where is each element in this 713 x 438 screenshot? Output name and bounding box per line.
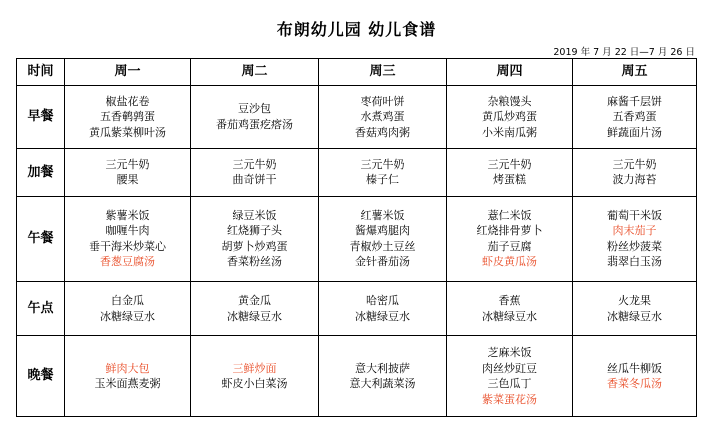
meal-row	[17, 148, 697, 196]
dish-item: 酱爆鸡腿肉	[355, 224, 410, 238]
dish-item: 垂干海米炒菜心	[89, 239, 166, 253]
menu-cell-mon	[65, 281, 191, 335]
menu-cell-tue	[191, 148, 319, 196]
menu-table	[16, 58, 697, 417]
menu-cell-fri	[573, 148, 697, 196]
meal-label: 晚餐	[17, 336, 65, 417]
dish-item: 咖喱牛肉	[105, 224, 150, 238]
corner-header: 时间	[17, 59, 65, 86]
dish-item: 枣荷叶饼	[360, 94, 405, 108]
dish-item: 三色瓜丁	[487, 377, 532, 391]
dish-item: 肉末茄子	[612, 224, 657, 238]
dish-item: 冰糖绿豆水	[482, 309, 537, 323]
dish-item: 三元牛奶	[487, 157, 532, 171]
menu-cell-fri	[573, 86, 697, 149]
dish-item: 三鲜炒面	[232, 361, 277, 375]
dish-item: 胡萝卜炒鸡蛋	[221, 239, 288, 253]
dish-item: 三元牛奶	[360, 157, 405, 171]
menu-cell-thu	[447, 197, 573, 282]
dish-item: 冰糖绿豆水	[227, 309, 282, 323]
menu-cell-thu	[447, 86, 573, 149]
dish-item: 三元牛奶	[232, 157, 277, 171]
menu-cell-thu	[447, 336, 573, 417]
meal-label: 午点	[17, 281, 65, 335]
menu-cell-thu	[447, 148, 573, 196]
menu-cell-mon	[65, 197, 191, 282]
dish-item: 薏仁米饭	[487, 208, 532, 222]
meal-label: 加餐	[17, 148, 65, 196]
meal-label: 午餐	[17, 197, 65, 282]
menu-cell-tue	[191, 86, 319, 149]
menu-cell-wed	[319, 86, 447, 149]
dish-item: 意大利披萨	[355, 361, 410, 375]
dish-item: 虾皮小白菜汤	[221, 377, 288, 391]
dish-item: 肉丝炒豇豆	[482, 361, 537, 375]
dish-item: 波力海苔	[612, 173, 657, 187]
dish-item: 番茄鸡蛋疙瘩汤	[216, 117, 293, 131]
menu-cell-mon	[65, 336, 191, 417]
dish-item: 杂粮馒头	[487, 94, 532, 108]
day-header-tue: 周二	[191, 59, 319, 86]
menu-cell-thu	[447, 281, 573, 335]
dish-item: 冰糖绿豆水	[100, 309, 155, 323]
dish-item: 丝瓜牛柳饭	[607, 361, 662, 375]
meal-row	[17, 86, 697, 149]
dish-item: 黄瓜炒鸡蛋	[482, 110, 537, 124]
meal-row	[17, 336, 697, 417]
dish-item: 冰糖绿豆水	[355, 309, 410, 323]
menu-cell-wed	[319, 148, 447, 196]
dish-item: 紫菜蛋花汤	[482, 392, 537, 406]
dish-item: 椒盐花卷	[105, 94, 150, 108]
dish-item: 五香鹌鹑蛋	[100, 110, 155, 124]
dish-item: 麻酱千层饼	[607, 94, 662, 108]
dish-item: 紫薯米饭	[105, 208, 150, 222]
day-header-fri: 周五	[573, 59, 697, 86]
dish-item: 烤蛋糕	[493, 173, 526, 187]
dish-item: 虾皮黄瓜汤	[482, 255, 537, 269]
menu-cell-tue	[191, 197, 319, 282]
dish-item: 小米南瓜粥	[482, 125, 537, 139]
dish-item: 鲜蔬面片汤	[607, 125, 662, 139]
dish-item: 香菜粉丝汤	[227, 255, 282, 269]
menu-cell-wed	[319, 281, 447, 335]
menu-cell-tue	[191, 336, 319, 417]
header-row	[17, 59, 697, 86]
dish-item: 香菜冬瓜汤	[607, 377, 662, 391]
dish-item: 火龙果	[618, 294, 651, 307]
dish-item: 五香鸡蛋	[612, 110, 657, 124]
day-header-wed: 周三	[319, 59, 447, 86]
dish-item: 金针番茄汤	[355, 255, 410, 269]
menu-cell-fri	[573, 281, 697, 335]
dish-item: 粉丝炒菠菜	[607, 239, 662, 253]
dish-item: 腰果	[116, 173, 139, 187]
dish-item: 水煮鸡蛋	[360, 110, 405, 124]
dish-item: 香葱豆腐汤	[100, 255, 155, 269]
dish-item: 三元牛奶	[612, 157, 657, 171]
day-header-mon: 周一	[65, 59, 191, 86]
dish-item: 鲜肉大包	[105, 361, 150, 375]
dish-item: 黄瓜紫菜柳叶汤	[89, 125, 166, 139]
menu-cell-wed	[319, 197, 447, 282]
dish-item: 三元牛奶	[105, 157, 150, 171]
dish-item: 红烧排骨萝卜	[476, 224, 543, 238]
dish-item: 黄金瓜	[238, 294, 271, 307]
dish-item: 绿豆米饭	[232, 208, 277, 222]
dish-item: 茄子豆腐	[487, 239, 532, 253]
dish-item: 榛子仁	[366, 173, 399, 187]
dish-item: 香菇鸡肉粥	[355, 125, 410, 139]
dish-item: 青椒炒土豆丝	[349, 239, 416, 253]
day-header-thu: 周四	[447, 59, 573, 86]
date-range: 2019 年 7 月 22 日—7 月 26 日	[553, 47, 695, 58]
meal-row	[17, 281, 697, 335]
page-title: 布朗幼儿园 幼儿食谱	[276, 20, 437, 39]
dish-item: 红烧狮子头	[227, 224, 282, 238]
menu-cell-fri	[573, 197, 697, 282]
meal-label: 早餐	[17, 86, 65, 149]
dish-item: 玉米面燕麦粥	[94, 377, 161, 391]
dish-item: 哈密瓜	[366, 294, 399, 307]
menu-cell-mon	[65, 86, 191, 149]
dish-item: 白金瓜	[111, 294, 144, 307]
menu-cell-mon	[65, 148, 191, 196]
dish-item: 葡萄干米饭	[607, 208, 662, 222]
dish-item: 翡翠白玉汤	[607, 255, 662, 269]
dish-item: 豆沙包	[238, 102, 271, 116]
meal-row	[17, 197, 697, 282]
dish-item: 意大利蔬菜汤	[349, 377, 416, 391]
menu-cell-fri	[573, 336, 697, 417]
dish-item: 芝麻米饭	[487, 346, 532, 360]
menu-cell-wed	[319, 336, 447, 417]
dish-item: 曲奇饼干	[232, 173, 277, 187]
menu-cell-tue	[191, 281, 319, 335]
dish-item: 冰糖绿豆水	[607, 309, 662, 323]
dish-item: 红薯米饭	[360, 208, 405, 222]
dish-item: 香蕉	[498, 294, 521, 307]
